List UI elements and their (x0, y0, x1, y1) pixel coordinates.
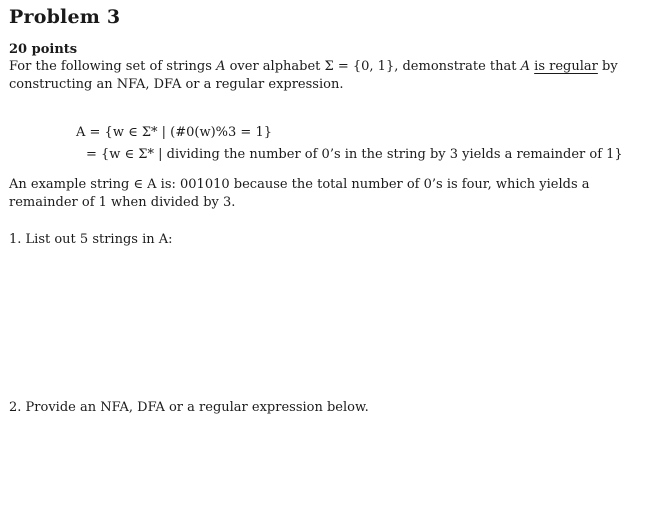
question-1: 1. List out 5 strings in A: (9, 232, 173, 247)
points-label: 20 points (9, 42, 78, 57)
intro-underlined-phrase: is regular (534, 59, 598, 74)
intro-text-after: by constructing an NFA, DFA or a regular expression. (9, 59, 618, 92)
problem-intro (9, 58, 639, 94)
intro-var-a: A (216, 59, 226, 74)
example-paragraph: An example string ∈ A is: 001010 because the total number of 0’s is four, which yields a remainder of 1 when divided by 3. (9, 177, 590, 210)
problem-title: Problem 3 (9, 6, 121, 28)
question-2: 2. Provide an NFA, DFA or a regular expression below. (9, 400, 369, 415)
set-definition-line-1: A = {w ∈ Σ* | (#0(w)%3 = 1} (76, 125, 272, 140)
intro-var-a-second: A (520, 59, 531, 74)
set-definition-line-2: = {w ∈ Σ* | dividing the number of 0’s in the string by 3 yields a remainder of 1} (86, 147, 623, 162)
intro-text-middle: over alphabet Σ = {0, 1}, demonstrate that (225, 59, 521, 74)
intro-text-before: For the following set of strings (9, 59, 217, 74)
